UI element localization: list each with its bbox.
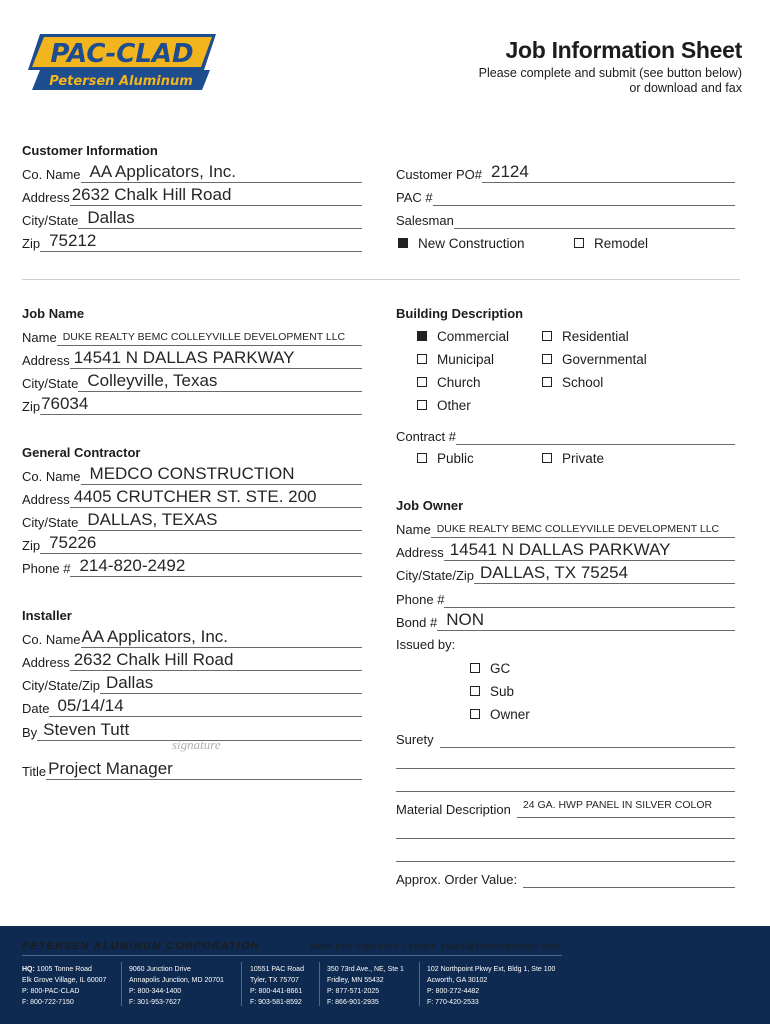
issued-by-sub-checkbox[interactable]: Sub — [470, 682, 514, 700]
surety-field[interactable]: Surety — [396, 728, 735, 748]
contract-number-field[interactable]: Contract # — [396, 425, 735, 445]
job-name-field[interactable]: Name DUKE REALTY BEMC COLLEYVILLE DEVELOPMENT LLC — [22, 326, 362, 346]
job-city-state-field[interactable]: City/State Colleyville, Texas — [22, 372, 362, 392]
job-zip-field[interactable]: Zip 76034 — [22, 395, 362, 415]
school-checkbox[interactable]: School — [542, 373, 603, 391]
footer-web-email[interactable]: www.pac-clad.com / email: sales@petersenmail.com — [310, 941, 561, 952]
remodel-checkbox[interactable]: Remodel — [574, 234, 648, 252]
pac-clad-logo — [26, 30, 216, 92]
municipal-checkbox[interactable]: Municipal — [417, 350, 494, 368]
footer-rule — [22, 955, 562, 956]
owner-name-field[interactable]: Name DUKE REALTY BEMC COLLEYVILLE DEVELOPMENT LLC — [396, 518, 735, 538]
customer-zip-field[interactable]: Zip 75212 — [22, 232, 362, 252]
footer-separator — [319, 962, 320, 1006]
installer-date-field[interactable]: Date 05/14/14 — [22, 697, 362, 717]
footer-location-hq: HQ: 1005 Tonne Road Elk Grove Village, IL 60007 P: 800-PAC-CLAD F: 800-722-7150 — [22, 966, 107, 1006]
issued-by-label: Issued by: — [396, 637, 456, 652]
svg-text:Petersen Aluminum: Petersen Aluminum — [49, 74, 193, 89]
material-line-2[interactable] — [396, 838, 735, 839]
contractor-address-field[interactable]: Address 4405 CRUTCHER ST. STE. 200 — [22, 488, 362, 508]
issued-by-owner-checkbox[interactable]: Owner — [470, 705, 530, 723]
svg-text:PAC-CLAD: PAC-CLAD — [50, 39, 194, 69]
pac-number-field[interactable]: PAC # — [396, 186, 735, 206]
section-divider — [22, 279, 740, 280]
contractor-zip-field[interactable]: Zip 75226 — [22, 534, 362, 554]
footer-location-md: 9060 Junction Drive Annapolis Junction, MD 20701 P: 800-344-1400 F: 301-953-7627 — [129, 966, 224, 1006]
owner-city-state-zip-field[interactable]: City/State/Zip DALLAS, TX 75254 — [396, 564, 735, 584]
customer-city-state-field[interactable]: City/State Dallas — [22, 209, 362, 229]
installer-address-field[interactable]: Address 2632 Chalk Hill Road — [22, 651, 362, 671]
footer-location-mn: 350 73rd Ave., NE, Ste 1 Fridley, MN 55432 P: 877-571-2025 F: 866-901-2935 — [327, 966, 404, 1006]
page-title: Job Information Sheet — [505, 37, 742, 63]
surety-line-2[interactable] — [396, 768, 735, 769]
contractor-heading: General Contractor — [22, 445, 141, 460]
private-checkbox[interactable]: Private — [542, 449, 604, 467]
installer-co-name-field[interactable]: Co. Name AA Applicators, Inc. — [22, 628, 362, 648]
customer-heading: Customer Information — [22, 143, 158, 158]
public-checkbox[interactable]: Public — [417, 449, 474, 467]
owner-address-field[interactable]: Address 14541 N DALLAS PARKWAY — [396, 541, 735, 561]
residential-checkbox[interactable]: Residential — [542, 327, 629, 345]
installer-signature-field[interactable]: By Steven Tutt — [22, 721, 362, 741]
church-checkbox[interactable]: Church — [417, 373, 481, 391]
customer-address-field[interactable]: Address 2632 Chalk Hill Road — [22, 186, 362, 206]
owner-heading: Job Owner — [396, 498, 464, 513]
customer-po-field[interactable]: Customer PO# 2124 — [396, 163, 735, 183]
material-line-3[interactable] — [396, 861, 735, 862]
customer-co-name-field[interactable]: Co. Name AA Applicators, Inc. — [22, 163, 362, 183]
installer-title-field[interactable]: Title Project Manager — [22, 760, 362, 780]
footer-location-ga: 102 Northpoint Pkwy Ext, Bldg 1, Ste 100 Acworth, GA 30102 P: 800-272-4482 F: 770-420-2533 — [427, 966, 556, 1006]
contractor-city-state-field[interactable]: City/State DALLAS, TEXAS — [22, 511, 362, 531]
footer-separator — [241, 962, 242, 1006]
owner-phone-field[interactable]: Phone # — [396, 588, 735, 608]
commercial-checkbox[interactable]: Commercial — [417, 327, 509, 345]
governmental-checkbox[interactable]: Governmental — [542, 350, 647, 368]
other-checkbox[interactable]: Other — [417, 396, 471, 414]
bond-number-field[interactable]: Bond # NON — [396, 611, 735, 631]
salesman-field[interactable]: Salesman — [396, 209, 735, 229]
material-description-field[interactable]: Material Description 24 GA. HWP PANEL IN SILVER COLOR — [396, 798, 735, 818]
building-heading: Building Description — [396, 306, 524, 321]
installer-heading: Installer — [22, 608, 72, 623]
contractor-phone-field[interactable]: Phone # 214-820-2492 — [22, 557, 362, 577]
installer-city-state-zip-field[interactable]: City/State/Zip Dallas — [22, 674, 362, 694]
page-subtitle: Please complete and submit (see button below) or download and fax — [478, 66, 742, 95]
footer-separator — [121, 962, 122, 1006]
footer-company-name: PETERSEN ALUMINUM CORPORATION — [22, 940, 260, 952]
issued-by-gc-checkbox[interactable]: GC — [470, 659, 510, 677]
order-value-field[interactable]: Approx. Order Value: — [396, 868, 735, 888]
signature-hint: signature — [172, 737, 221, 752]
new-construction-checkbox[interactable]: New Construction — [398, 234, 525, 252]
contractor-co-name-field[interactable]: Co. Name MEDCO CONSTRUCTION — [22, 465, 362, 485]
job-address-field[interactable]: Address 14541 N DALLAS PARKWAY — [22, 349, 362, 369]
job-heading: Job Name — [22, 306, 85, 321]
surety-line-3[interactable] — [396, 791, 735, 792]
footer-separator — [419, 962, 420, 1006]
footer-location-tx: 10551 PAC Road Tyler, TX 75707 P: 800-441-8661 F: 903-581-8592 — [250, 966, 304, 1006]
